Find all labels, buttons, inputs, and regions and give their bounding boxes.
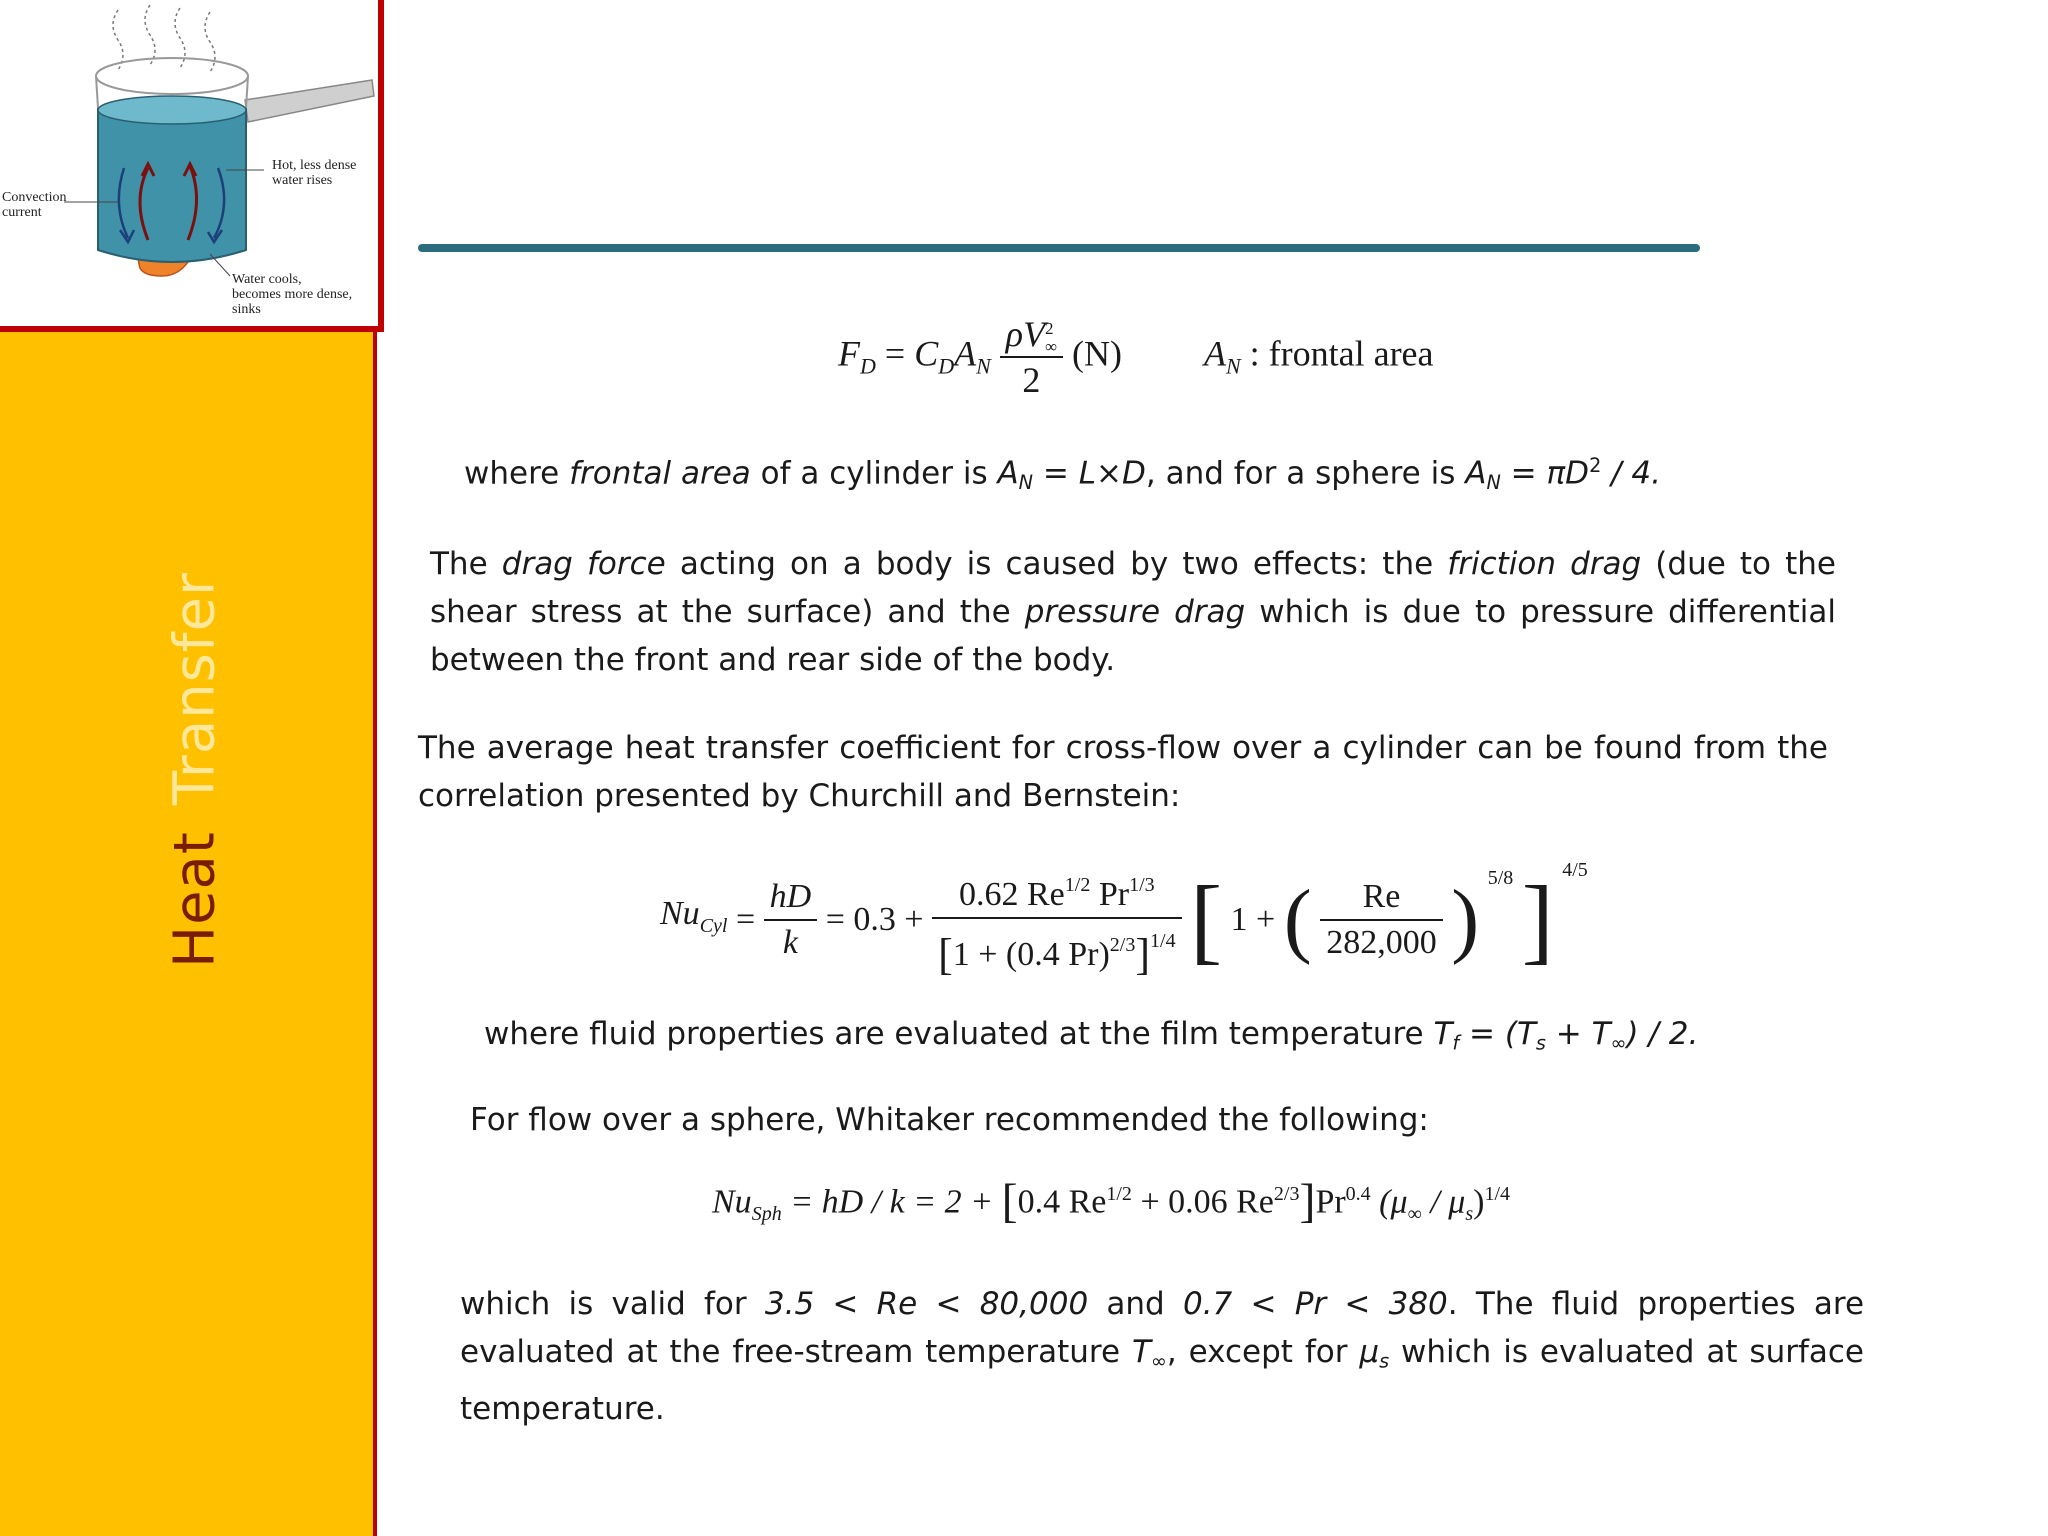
title-divider [418, 244, 1700, 252]
drag-force-equation: $F_D = C_DA_N$ ρV 2 ∞ 2 (N) $A_N$ : frontal area [838, 314, 1434, 400]
drag-fraction: ρV 2 ∞ 2 [1000, 312, 1063, 402]
film-temperature-note: where fluid properties are evaluated at the film temperature $T_f = (T_s + T_\infty) / 2$. [484, 1016, 1699, 1055]
whitaker-equation: $Nu_{Sph}$ = hD / k = 2 + [0.4 $Re^{1/2} + 0.06$ $Re^{2/3}]Pr^{0.4}$ $(\mu_\infty / \mu_s)^{1/4}$ [712, 1174, 1511, 1228]
frontal-area-sentence: where frontal area of a cylinder is $A_N = L\times D$, and for a sphere is $A_N = \pi D^2 / 4$. [464, 454, 1662, 494]
heat-transfer-coefficient-paragraph: The average heat transfer coefficient for cross-flow over a cylinder can be found from the correlation presented by Churchill and Bernstein: [418, 730, 1828, 814]
illustration-panel [0, 0, 384, 332]
frontal-area-note: : frontal area [1249, 333, 1434, 374]
convection-current-label: Convection current [2, 190, 67, 220]
drag-force-paragraph: The drag force acting on a body is caused by two effects: the friction drag (due to the shear stress at the surface) and the pressure drag which is due to pressure differential between the front and rear side of the body. [430, 546, 1836, 678]
sidebar-title-word-heat: Heat [162, 831, 228, 969]
churchill-bernstein-equation: $Nu_{Cyl}$ = $\frac{hD}{k}$ = 0.3 + $\frac{0.62 Re^{1/2} Pr^{1/3}}{[1 + (0.4 Pr)^{2/3}]^{1/4}}$ [ 1 + ( $\frac{Re}{282,000}$ ) $^{5/8}$ ] $^{4/5}$ [660, 859, 1588, 980]
hot-water-label: Hot, less dense water rises [272, 158, 357, 188]
sphere-intro-text: For flow over a sphere, Whitaker recommended the following: [470, 1102, 1429, 1138]
cool-water-label: Water cools, becomes more dense, sinks [232, 272, 353, 317]
sidebar-title [163, 572, 228, 968]
validity-paragraph: which is valid for 3.5 < Re < 80,000 and 0.7 < Pr < 380. The fluid properties are evaluated at the free-stream temperature $T_\infty$, except for $\mu_s$ which is evaluated at surface temperature. [460, 1286, 1865, 1428]
sidebar-title-word-transfer: Transfer [162, 571, 228, 806]
